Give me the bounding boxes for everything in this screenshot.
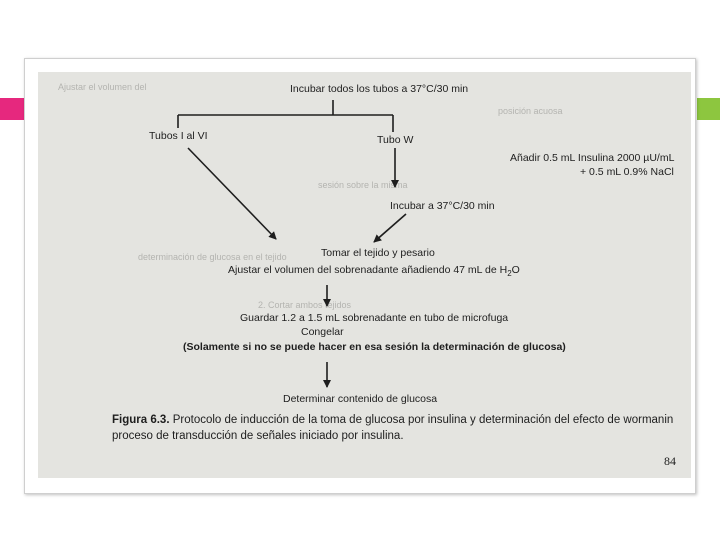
- arrow-incubate-diagonal: [374, 214, 406, 242]
- figure-caption-label: Figura 6.3.: [112, 414, 170, 426]
- root-step: Incubar todos los tubos a 37°C/30 min: [290, 83, 469, 95]
- step-store-supernatant: Guardar 1.2 a 1.5 mL sobrenadante en tubo de microfuga: [240, 312, 509, 324]
- step-adjust-suffix: O: [511, 264, 520, 276]
- arrow-left-diagonal: [188, 148, 276, 239]
- step-adjust-text: Ajustar el volumen del sobrenadante añadiendo 47 mL de H: [228, 264, 508, 276]
- figure-caption-line1: [112, 413, 673, 427]
- branch-right-label: Tubo W: [377, 134, 414, 146]
- side-note-line2: + 0.5 mL 0.9% NaCl: [580, 166, 674, 178]
- ghost-text-5: 2. Cortar ambos tejidos: [258, 300, 352, 310]
- accent-bar-left: [0, 98, 24, 120]
- step-freeze: Congelar: [301, 326, 344, 338]
- side-note-line1: [510, 152, 674, 164]
- step-adjust-volume: [228, 264, 520, 280]
- side-note-unit: U/mL: [649, 152, 675, 164]
- accent-bar-right: [697, 98, 720, 120]
- figure-caption-line2: proceso de transducción de señales iniciado por insulina.: [112, 430, 404, 442]
- ghost-text-3: determinación de glucosa en el tejido: [138, 252, 287, 262]
- step-note: (Solamente si no se puede hacer en esa sesión la determinación de glucosa): [183, 341, 566, 353]
- side-note-line1-text: Añadir 0.5 mL Insulina 2000: [510, 152, 644, 164]
- step-final: Determinar contenido de glucosa: [283, 393, 438, 405]
- micro-symbol: µ: [643, 152, 650, 164]
- step-incubate: Incubar a 37°C/30 min: [390, 200, 495, 212]
- step-take-tissue: Tomar el tejido y pesario: [321, 247, 435, 259]
- figure-caption-text: Protocolo de inducción de la toma de glucosa por insulina y determinación del efecto de wormanin: [169, 414, 674, 426]
- scanned-figure: [38, 72, 691, 478]
- ghost-text-4: sesión sobre la misma: [318, 180, 408, 190]
- subscript-2: 2: [507, 269, 512, 279]
- ghost-text-1: Ajustar el volumen del: [58, 82, 147, 92]
- branch-left-label: Tubos I al VI: [149, 130, 208, 142]
- page-number: 84: [664, 454, 676, 468]
- ghost-text-2: posición acuosa: [498, 106, 563, 116]
